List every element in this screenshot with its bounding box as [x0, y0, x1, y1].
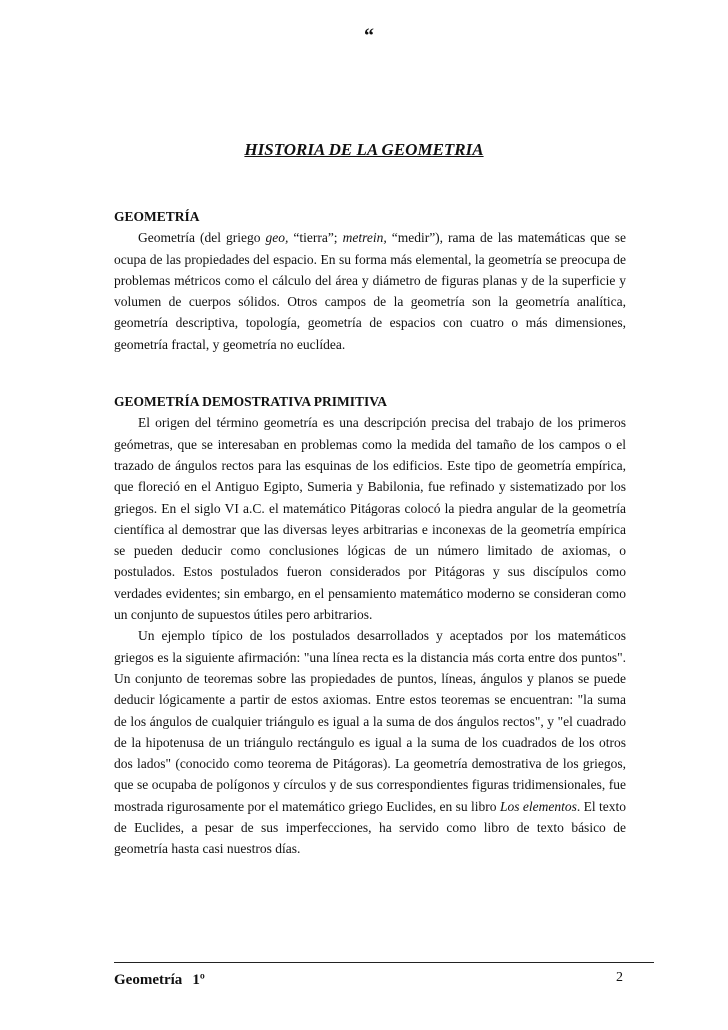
footer-course: 1º: [192, 972, 205, 988]
section-spacer: [114, 355, 626, 391]
section-heading: GEOMETRÍA: [114, 209, 200, 224]
page-number: 2: [616, 970, 623, 985]
paragraph: [114, 625, 626, 859]
footer-subject: Geometría: [114, 972, 183, 988]
italic-text: metrein,: [342, 230, 387, 246]
section-geometria-demostrativa: [114, 391, 626, 860]
text-run: “tierra”;: [288, 230, 343, 246]
paragraph: [114, 227, 626, 355]
text-run: El origen del término geometría es una descripción precisa del trabajo de los primeros geómetras, que se interesaban en problemas como la medida del tamaño de los campos o el trazado de ángulos rectos para las esquinas de los edificios. Este tipo de geometría empírica, que floreció en el Antiguo Egipto, Sumeria y Babilonia, fue refinado y sistematizado por los griegos. En el siglo VI a.C. el matemático Pitágoras colocó la piedra angular de la geometría científica al demostrar que las diversas leyes arbitrarias e inconexas de la geometría empírica se pueden deducir como conclusiones lógicas de un número limitado de axiomas, o postulados. Estos postulados fueron considerados por Pitágoras y sus discípulos como verdades evidentes; sin embargo, en el pensamiento matemático moderno se consideran como un conjunto de supuestos útiles pero arbitrarios.: [114, 415, 626, 623]
header-quote-mark: “: [364, 25, 374, 47]
italic-text: geo,: [265, 230, 289, 246]
section-heading: GEOMETRÍA DEMOSTRATIVA PRIMITIVA: [114, 394, 388, 410]
text-run: Un ejemplo típico de los postulados desarrollados y aceptados por los matemáticos griegos es la siguiente afirmación: "una línea recta es la distancia más corta entre dos puntos". Un conjunto de teoremas sobre las propiedades de puntos, líneas, ángulos y planos se puede deducir lógicamente a partir de estos axiomas. Entre estos teoremas se encuentran: "la suma de los ángulos de cualquier triángulo es igual a la suma de dos ángulos rectos", y "el cuadrado de la hipotenusa de un triángulo rectángulo es igual a la suma de los cuadrados de los otros dos lados" (conocido como teorema de Pitágoras). La geometría demostrativa de los griegos, que se ocupaba de polígonos y círculos y de sus correspondientes figuras tridimensionales, fue mostrada rigurosamente por el matemático griego Euclides, en su libro: [114, 628, 626, 814]
page-title: HISTORIA DE LA GEOMETRIA: [244, 140, 484, 159]
footer-rule: [114, 962, 654, 963]
document-body: [114, 206, 626, 860]
text-run: “medir”), rama de las matemáticas que se ocupa de las propiedades del espacio. En su forma más elemental, la geometría se preocupa de problemas métricos como el cálculo del área y diámetro de figuras planas y de la superficie y volumen de cuerpos sólidos. Otros campos de la geometría son la geometría analítica, geometría descriptiva, topología, geometría de espacios con cuatro o más dimensiones, geometría fractal, y geometría no euclídea.: [114, 230, 626, 352]
italic-text: Los elementos: [499, 798, 577, 814]
paragraph: [114, 412, 626, 625]
footer-label: [114, 972, 215, 989]
text-run: . El texto de Euclides, a pesar de sus imperfecciones, ha servido como libro de texto básico de geometría hasta casi nuestros días.: [114, 798, 626, 857]
text-run: Geometría (del griego: [138, 230, 266, 246]
section-geometria: [114, 206, 626, 355]
